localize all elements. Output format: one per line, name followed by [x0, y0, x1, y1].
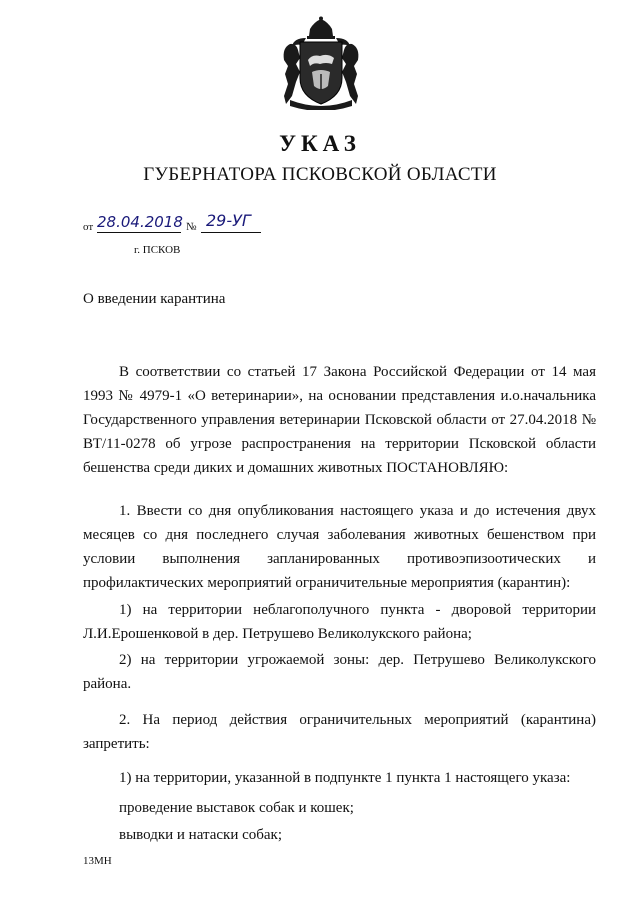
paragraph: В соответствии со статьей 17 Закона Российской Федерации от 14 мая 1993 № 4979-1 «О ветеринарии», на основании представления и.о.начальника Государственного управления ветеринарии Псковской области от 27.04.2018 № ВТ/11-0278 об угрозе распространения на территории Псковской области бешенства среди диких и домашних животных ПОСТАНОВЛЯЮ: [83, 364, 596, 476]
date-underline [97, 232, 181, 233]
number-prefix: № [186, 221, 197, 233]
list-item: проведение выставок собак и кошек; [119, 799, 354, 816]
paragraph: 1. Ввести со дня опубликования настоящего указа и до истечения двух месяцев со дня последнего случая заболевания животных бешенством при условии выполнения запланированных противоэпизоотических и профилактических мероприятий ограничительные мероприятия (карантин): [83, 503, 596, 591]
footer-code: 13МН [83, 855, 112, 867]
city-label: г. ПСКОВ [134, 244, 181, 256]
clause-1 [83, 500, 596, 697]
document-subject: О введении карантина [83, 291, 226, 307]
number-underline [201, 232, 261, 233]
date-prefix: от [83, 221, 94, 233]
clause-2 [83, 709, 596, 848]
list-item: выводки и натаски собак; [119, 826, 283, 843]
paragraph: 1) на территории неблагополучного пункта - дворовой территории Л.И.Ерошенковой в дер. Петрушево Великолукского района; [83, 601, 596, 642]
document-title: УКАЗ [279, 131, 361, 156]
handwritten-number: 29-УГ [206, 211, 251, 230]
preamble [83, 361, 596, 481]
paragraph: 2. На период действия ограничительных мероприятий (карантина) запретить: [83, 712, 596, 752]
paragraph: 1) на территории, указанной в подпункте 1 пункта 1 настоящего указа: [119, 769, 571, 786]
coat-of-arms-emblem [282, 16, 360, 110]
paragraph: 2) на территории угрожаемой зоны: дер. Петрушево Великолукского района. [83, 652, 596, 693]
handwritten-date: 28.04.2018 [97, 213, 183, 231]
document-subtitle: ГУБЕРНАТОРА ПСКОВСКОЙ ОБЛАСТИ [143, 164, 497, 185]
